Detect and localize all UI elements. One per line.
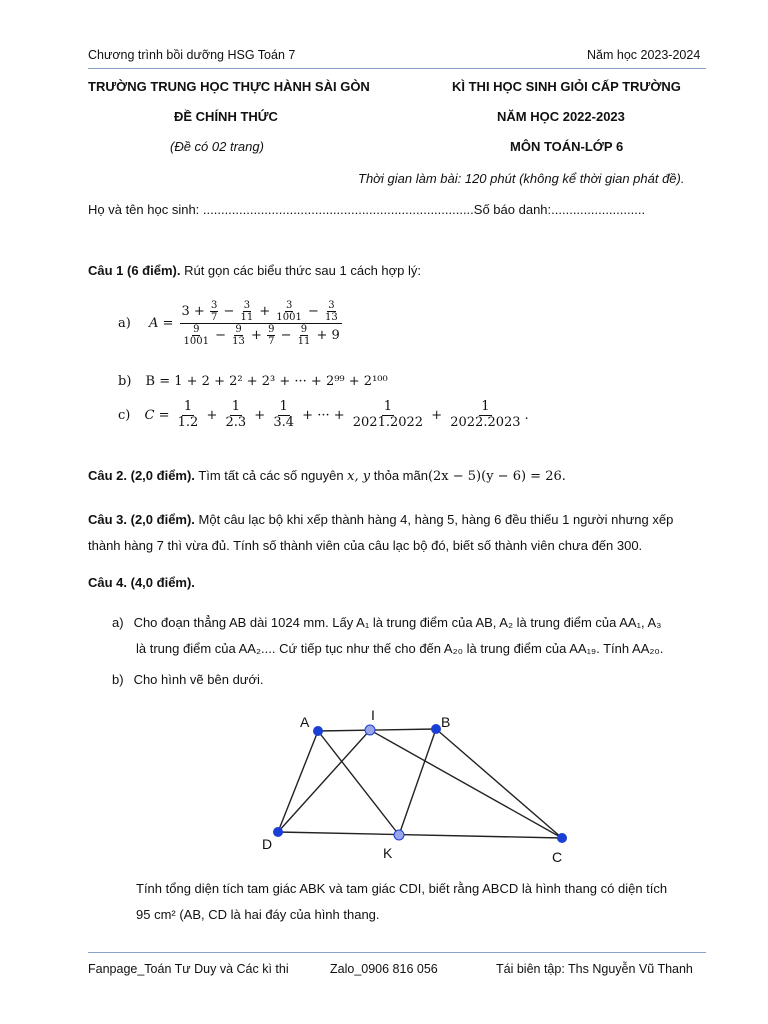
point-b xyxy=(431,724,441,734)
pages-note: (Đề có 02 trang) xyxy=(170,139,264,154)
q4-a-label: a) xyxy=(112,615,124,630)
question-2-text2: thỏa mãn xyxy=(373,468,428,483)
school-name: TRƯỜNG TRUNG HỌC THỰC HÀNH SÀI GÒN xyxy=(88,79,370,94)
question-2-title: Câu 2. (2,0 điểm). xyxy=(88,468,195,483)
q4-a-line-1: Cho đoạn thẳng AB dài 1024 mm. Lấy A₁ là trung điểm của AB, A₂ là trung điểm của AA₁, A₃ xyxy=(133,615,662,630)
question-1-header xyxy=(88,263,421,278)
question-4b xyxy=(112,672,264,687)
label-c: C xyxy=(552,849,563,865)
segment-ci xyxy=(370,730,562,838)
label-a: A xyxy=(300,714,310,730)
footer-fanpage: Fanpage_Toán Tư Duy và Các kì thi xyxy=(88,962,289,976)
point-c xyxy=(557,833,567,843)
q4-b-line-1: Tính tổng diện tích tam giác ABK và tam giác CDI, biết rằng ABCD là hình thang có diện tích xyxy=(136,881,668,896)
segment-ab xyxy=(318,729,436,731)
q1-expression-b xyxy=(118,374,388,389)
question-3-line-1: Một câu lạc bộ khi xếp thành hàng 4, hàng 5, hàng 6 đều thiếu 1 người nhưng xếp xyxy=(198,512,674,527)
segment-bk xyxy=(399,729,436,835)
question-4-title: Câu 4. (4,0 điểm). xyxy=(88,575,195,590)
footer-zalo: Zalo_0906 816 056 xyxy=(330,962,438,976)
student-name-field xyxy=(88,202,645,217)
point-a xyxy=(313,726,323,736)
label-i: I xyxy=(371,707,375,723)
student-id-label: Số báo danh:.......................... xyxy=(473,202,646,217)
question-2-text: Tìm tất cả các số nguyên xyxy=(198,468,344,483)
segment-ad xyxy=(278,731,318,832)
question-3-title: Câu 3. (2,0 điểm). xyxy=(88,512,195,527)
question-1-text: Rút gọn các biểu thức sau 1 cách hợp lý: xyxy=(184,263,422,278)
header-left: Chương trình bồi dưỡng HSG Toán 7 xyxy=(88,48,296,62)
point-i xyxy=(365,725,375,735)
q1-b-label: b) xyxy=(118,374,132,389)
time-note: Thời gian làm bài: 120 phút (không kể thời gian phát đề). xyxy=(358,171,685,186)
q1-b-expr: B = 1 + 2 + 2² + 2³ + ··· + 2⁹⁹ + 2¹⁰⁰ xyxy=(145,374,388,389)
footer-rule xyxy=(88,952,706,953)
question-2-equation: (2x − 5)(y − 6) = 26. xyxy=(427,469,566,484)
header-right: Năm học 2023-2024 xyxy=(587,48,701,62)
q4-b-text: Cho hình vẽ bên dưới. xyxy=(133,672,264,687)
contest-title: KÌ THI HỌC SINH GIỎI CẤP TRƯỜNG xyxy=(452,79,681,94)
student-name-label: Họ và tên học sinh: ........................................................................... xyxy=(88,202,474,217)
segment-dc xyxy=(278,832,562,838)
label-k: K xyxy=(383,845,393,861)
question-1-title: Câu 1 (6 điểm). xyxy=(88,263,181,278)
question-4b-task xyxy=(136,876,716,928)
q1-expression-a: a) A = 3 + $\frac{3}{7}$ − $\frac{3}{11}$ + $\frac{3}{1001}$ − $\frac{3}{13}$ $\frac{9}{1001}$ − $\frac{9}{13}$ + $\frac{9}{7}$ − $\frac{9}{11}$ + 9 xyxy=(118,300,340,347)
label-b: B xyxy=(441,714,451,730)
q4-b-label: b) xyxy=(112,672,124,687)
q1-a-label: a) xyxy=(118,316,131,331)
question-2 xyxy=(88,468,566,484)
official-label: ĐỀ CHÍNH THỨC xyxy=(174,109,278,124)
question-3 xyxy=(88,507,708,559)
header-rule xyxy=(88,68,706,69)
segment-ak xyxy=(318,731,399,835)
point-d xyxy=(273,827,283,837)
question-4a xyxy=(112,610,712,662)
segment-bc xyxy=(436,729,562,838)
point-k xyxy=(394,830,404,840)
label-d: D xyxy=(262,836,273,852)
q1-c-label: c) xyxy=(118,407,131,423)
q4-b-line-2: 95 cm² (AB, CD là hai đáy của hình thang. xyxy=(136,907,380,922)
question-3-line-2: thành hàng 7 thì vừa đủ. Tính số thành viên của câu lạc bộ đó, biết số thành viên chưa đến 300. xyxy=(88,538,643,553)
question-2-vars: x, y xyxy=(347,469,371,484)
footer-editor: Tái biên tập: Ths Nguyễn Vũ Thanh xyxy=(496,962,693,976)
q4-a-line-2: là trung điểm của AA₂.... Cứ tiếp tục như thế cho đến A₂₀ là trung điểm của AA₁₉. Tính AA₂₀. xyxy=(136,641,664,656)
subject-title: MÔN TOÁN-LỚP 6 xyxy=(510,139,624,154)
exam-year: NĂM HỌC 2022-2023 xyxy=(497,109,625,124)
trapezoid-figure xyxy=(250,700,590,870)
q1-expression-c: c) C = $\frac{1}{1.2}$ + $\frac{1}{2.3}$ + $\frac{1}{3.4}$ + ··· + $\frac{1}{2021.2022}$ + $\frac{1}{2022.2023}$ . xyxy=(118,399,529,430)
q1-a-fraction: 3 + $\frac{3}{7}$ − $\frac{3}{11}$ + $\frac{3}{1001}$ − $\frac{3}{13}$ $\frac{9}{1001}$ − $\frac{9}{13}$ + $\frac{9}{7}$ − $\frac{9}{11}$ + 9 xyxy=(181,300,340,347)
